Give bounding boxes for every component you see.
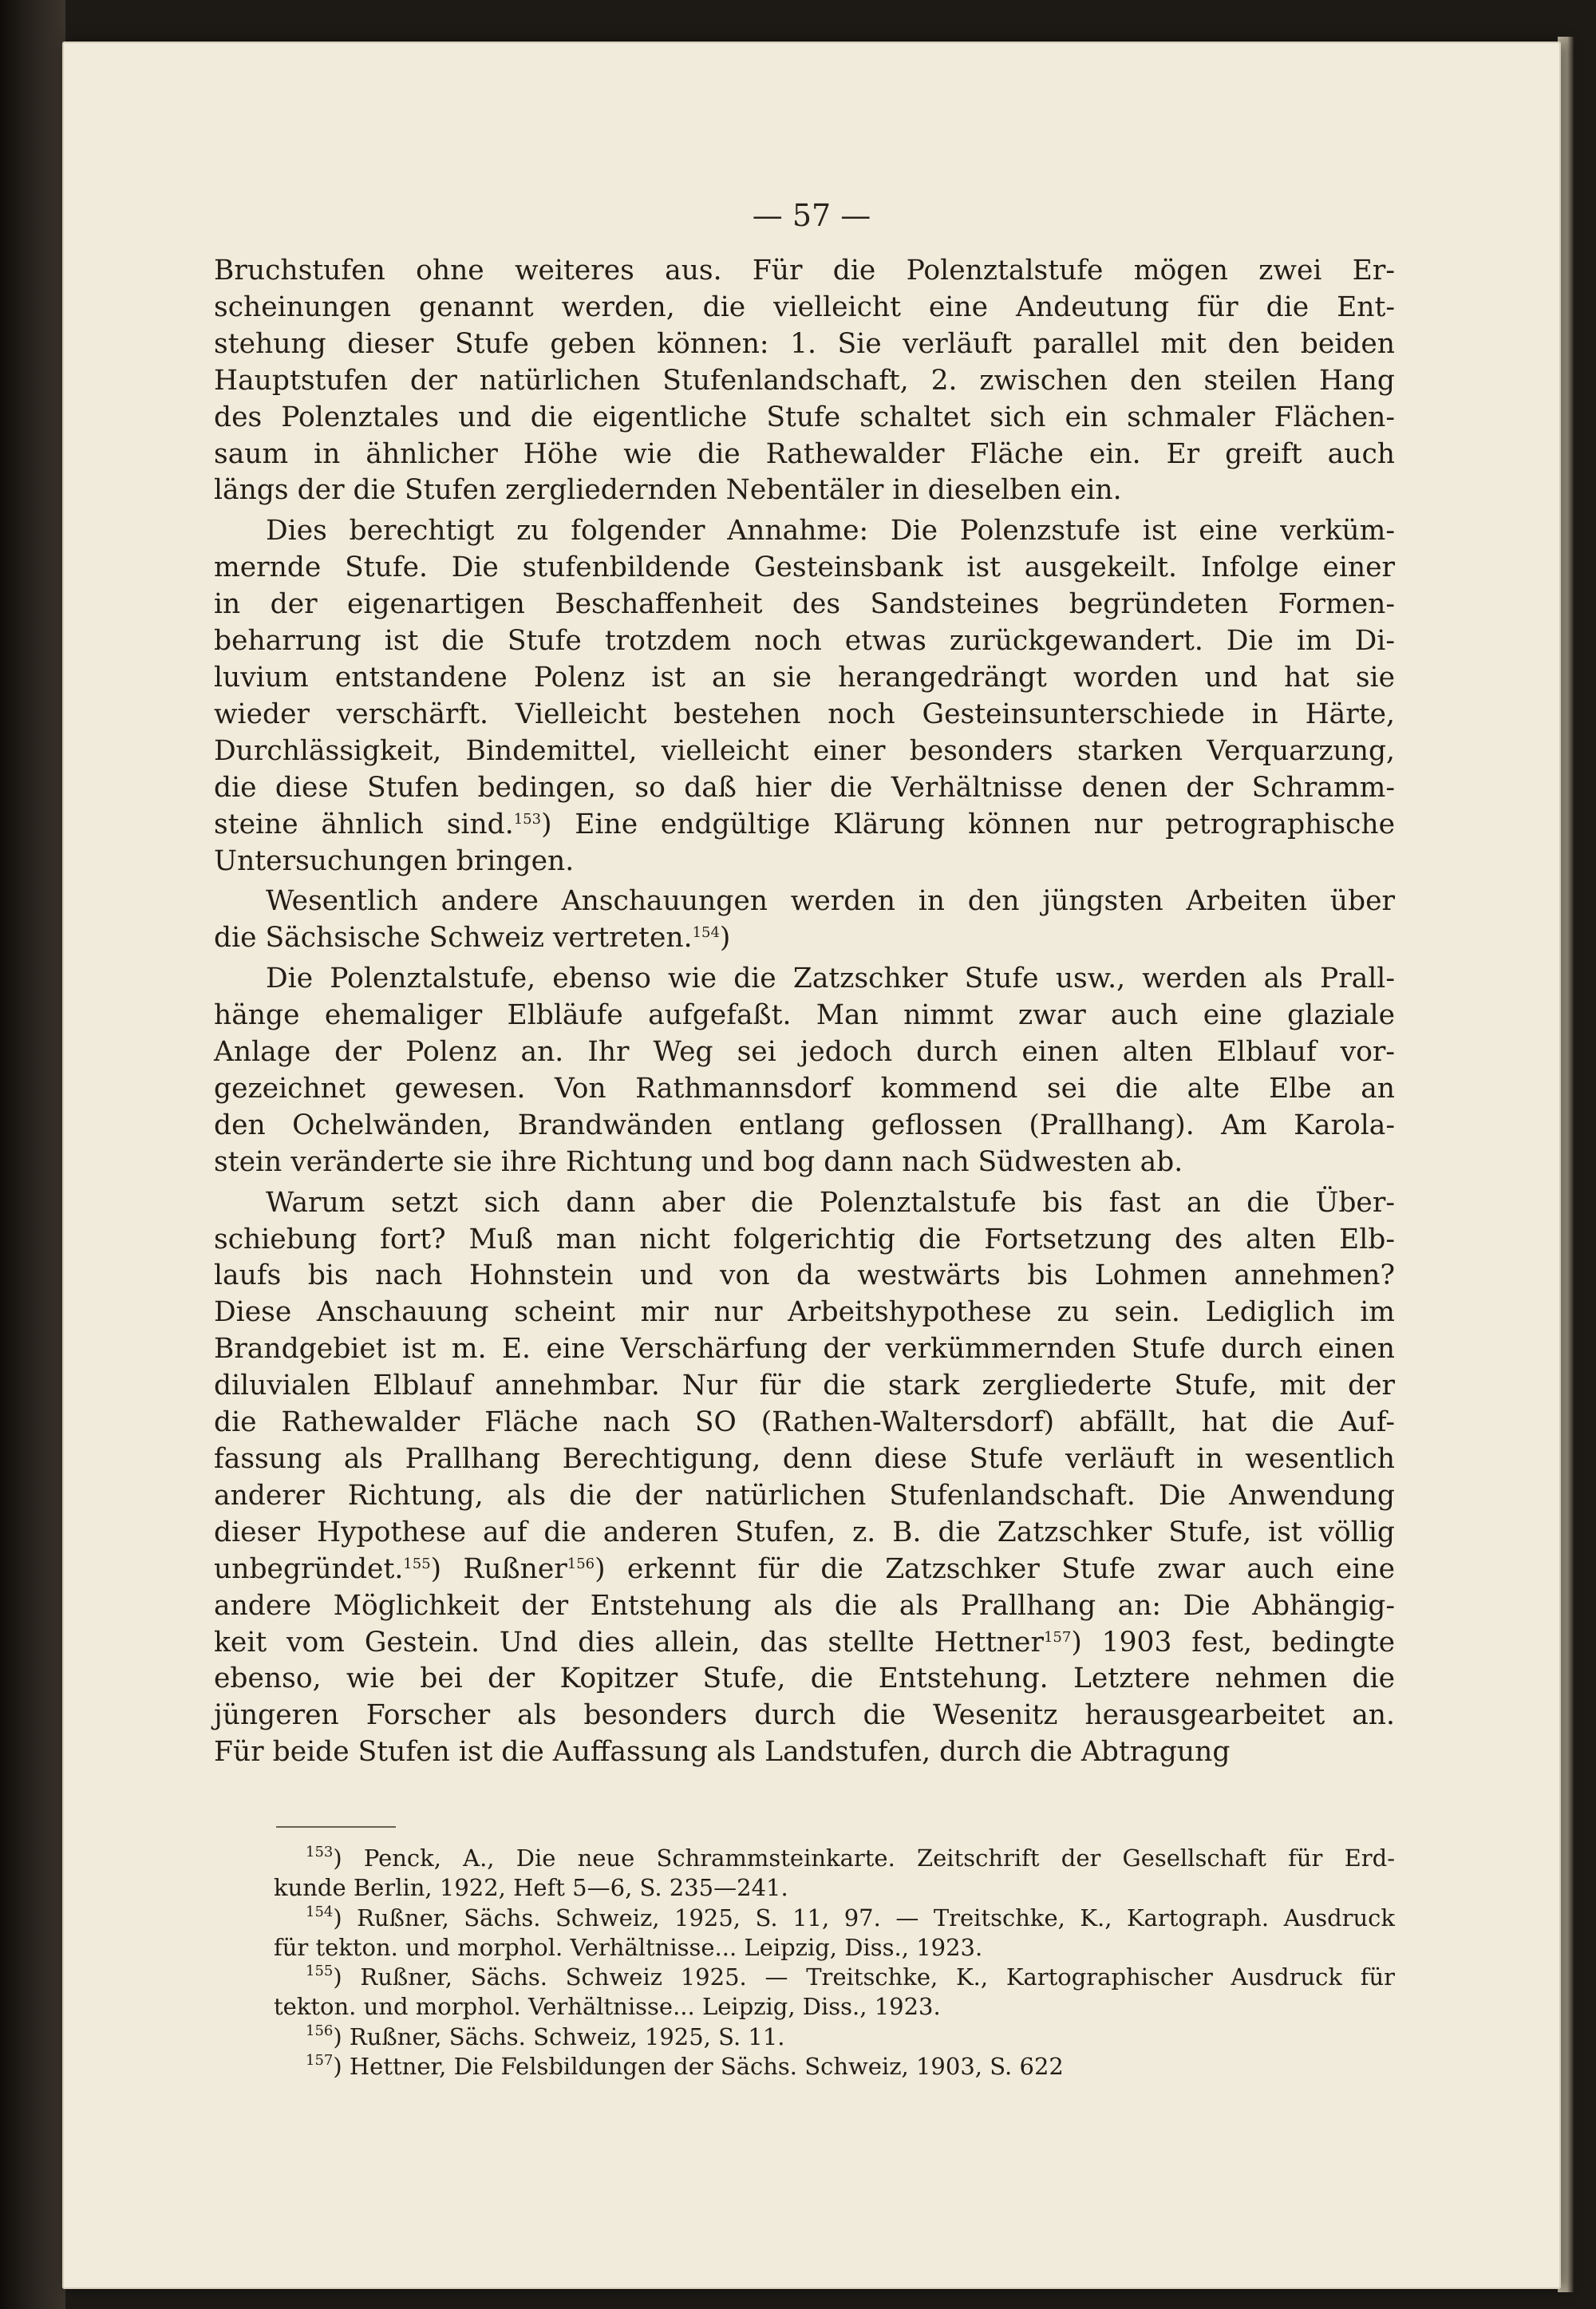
text-line: Brandgebiet ist m. E. eine Verschärfung der verkümmernden Stufe durch einen <box>214 1333 1395 1366</box>
text-segment: ) 1903 fest, bedingte <box>1071 1626 1396 1659</box>
text-line: Durchlässigkeit, Bindemittel, vielleicht einer besonders starken Verquarzung, <box>214 734 1395 767</box>
text-line: des Polenztales und die eigentliche Stufe schaltet sich ein schmaler Flächen- <box>214 401 1395 433</box>
text-line <box>214 807 1395 844</box>
text-line <box>214 1625 1395 1662</box>
text-segment: die Sächsische Schweiz vertreten. <box>214 922 693 955</box>
footnote-ref-153[interactable]: 153 <box>513 810 542 828</box>
footnote-ref-157[interactable]: 157 <box>1043 1628 1072 1646</box>
text-line: wieder verschärft. Vielleicht bestehen noch Gesteinsunterschiede in Härte, <box>214 698 1395 730</box>
text-line: hänge ehemaliger Elbläufe aufgefaßt. Man nimmt zwar auch eine glaziale <box>214 999 1395 1032</box>
footnote-line: für tekton. und morphol. Verhältnisse... Leipzig, Diss., 1923. <box>274 1933 983 1961</box>
text-line: Hauptstufen der natürlichen Stufenlandschaft, 2. zwischen den steilen Hang <box>214 364 1395 397</box>
text-segment: ) Rußner, Sächs. Schweiz, 1925, S. 11, 97. — Treitschke, K., Kartograph. Ausdruck <box>333 1904 1395 1931</box>
text-line: anderer Richtung, als die der natürlichen Stufenlandschaft. Die Anwendung <box>214 1479 1395 1512</box>
footnote-156 <box>274 2022 1395 2052</box>
text-line: schiebung fort? Muß man nicht folgerichtig die Fortsetzung des alten Elb- <box>214 1223 1395 1255</box>
text-line: den Ochelwänden, Brandwänden entlang geflossen (Prallhang). Am Karola- <box>214 1109 1395 1141</box>
footnote-number: 157 <box>306 2052 334 2070</box>
footnote-line: tekton. und morphol. Verhältnisse... Leipzig, Diss., 1923. <box>274 1993 941 2021</box>
page-number: — 57 — <box>752 198 871 233</box>
text-segment: ) erkennt für die Zatzschker Stufe zwar auch eine <box>595 1552 1396 1585</box>
text-line: Für beide Stufen ist die Auffassung als Landstufen, durch die Abtragung <box>214 1736 1231 1769</box>
text-segment: ) Hettner, Die Felsbildungen der Sächs. Schweiz, 1903, S. 622 <box>333 2053 1064 2081</box>
footnote-line: kunde Berlin, 1922, Heft 5—6, S. 235—241. <box>274 1874 788 1902</box>
text-line: Untersuchungen bringen. <box>214 844 575 877</box>
text-line: die diese Stufen bedingen, so daß hier die Verhältnisse denen der Schramm- <box>214 771 1395 804</box>
text-line: stehung dieser Stufe geben können: 1. Sie verläuft parallel mit den beiden <box>214 327 1395 360</box>
footnote-number: 156 <box>306 2022 334 2039</box>
paragraph-5 <box>214 1185 1395 1772</box>
text-line: stein veränderte sie ihre Richtung und bog dann nach Südwesten ab. <box>214 1145 1183 1178</box>
text-line: Anlage der Polenz an. Ihr Weg sei jedoch durch einen alten Elblauf vor- <box>214 1036 1395 1069</box>
text-line: laufs bis nach Hohnstein und von da westwärts bis Lohmen annehmen? <box>214 1259 1395 1292</box>
book-page <box>62 42 1561 2289</box>
text-line: Warum setzt sich dann aber die Polenztalstufe bis fast an die Über- <box>266 1186 1395 1219</box>
text-line: Dies berechtigt zu folgender Annahme: Die Polenzstufe ist eine verküm- <box>266 515 1395 548</box>
text-line: Wesentlich andere Anschauungen werden in den jüngsten Arbeiten über <box>266 885 1395 918</box>
footnote-number: 153 <box>306 1844 334 1860</box>
text-line: Bruchstufen ohne weiteres aus. Für die Polenztalstufe mögen zwei Er- <box>214 255 1395 287</box>
text-segment: unbegründet. <box>214 1552 404 1585</box>
footnote-155 <box>274 1963 1395 2022</box>
text-line: beharrung ist die Stufe trotzdem noch etwas zurückgewandert. Die im Di- <box>214 625 1395 658</box>
footnote-154 <box>274 1904 1395 1963</box>
text-line <box>214 1552 1395 1588</box>
scan-background-left <box>0 0 65 2309</box>
footnote-ref-155[interactable]: 155 <box>403 1555 431 1572</box>
text-line: längs der die Stufen zergliedernden Nebentäler in dieselben ein. <box>214 474 1122 507</box>
footnote-ref-154[interactable]: 154 <box>692 924 720 942</box>
text-segment: ) Rußner, Sächs. Schweiz 1925. — Treitschke, K., Kartographischer Ausdruck für <box>333 1963 1395 1991</box>
footnote-153 <box>274 1844 1395 1904</box>
text-segment: ) Rußner <box>430 1552 567 1585</box>
text-line: dieser Hypothese auf die anderen Stufen, z. B. die Zatzschker Stufe, ist völlig <box>214 1516 1395 1548</box>
text-line: scheinungen genannt werden, die vielleicht eine Andeutung für die Ent- <box>214 291 1395 323</box>
text-line <box>214 920 1395 957</box>
footnote-number: 155 <box>306 1963 334 1980</box>
paragraph-2 <box>214 513 1395 880</box>
text-segment: keit vom Gestein. Und dies allein, das stellte Hettner <box>214 1626 1044 1659</box>
text-segment: ) Penck, A., Die neue Schrammsteinkarte. Zeitschrift der Gesellschaft für Erd- <box>333 1844 1395 1872</box>
text-segment: ) Eine endgültige Klärung können nur petrographische <box>541 808 1395 840</box>
footnote-line <box>274 1904 1395 1933</box>
body-text <box>214 253 1395 1775</box>
footnotes <box>274 1844 1395 2082</box>
text-line: ebenso, wie bei der Kopitzer Stufe, die Entstehung. Letztere nehmen die <box>214 1663 1395 1695</box>
text-segment: ) <box>719 922 731 955</box>
text-line: mernde Stufe. Die stufenbildende Gesteinsbank ist ausgekeilt. Infolge einer <box>214 552 1395 584</box>
footnote-number: 154 <box>306 1903 334 1920</box>
text-line: Diese Anschauung scheint mir nur Arbeitshypothese zu sein. Lediglich im <box>214 1296 1395 1329</box>
text-line: luvium entstandene Polenz ist an sie herangedrängt worden und hat sie <box>214 661 1395 694</box>
text-line: diluvialen Elblauf annehmbar. Nur für die stark zergliederte Stufe, mit der <box>214 1370 1395 1402</box>
footnote-divider <box>276 1826 396 1828</box>
text-line: andere Möglichkeit der Entstehung als die als Prallhang an: Die Abhängig- <box>214 1589 1395 1622</box>
text-line: jüngeren Forscher als besonders durch die Wesenitz herausgearbeitet an. <box>214 1699 1395 1732</box>
footnote-157 <box>274 2052 1395 2082</box>
footnote-ref-156[interactable]: 156 <box>567 1555 595 1572</box>
paragraph-1 <box>214 253 1395 509</box>
footnote-line <box>274 2052 1395 2082</box>
text-line: saum in ähnlicher Höhe wie die Rathewalder Fläche ein. Er greift auch <box>214 437 1395 470</box>
footnote-line <box>274 2022 1395 2052</box>
text-line: fassung als Prallhang Berechtigung, denn diese Stufe verläuft in wesentlich <box>214 1443 1395 1475</box>
text-line: gezeichnet gewesen. Von Rathmannsdorf kommend sei die alte Elbe an <box>214 1072 1395 1105</box>
footnote-line <box>274 1963 1395 1992</box>
text-line: die Rathewalder Fläche nach SO (Rathen-Waltersdorf) abfällt, hat die Auf- <box>214 1406 1395 1439</box>
text-segment: ) Rußner, Sächs. Schweiz, 1925, S. 11. <box>333 2022 785 2050</box>
paragraph-3 <box>214 884 1395 957</box>
text-line: in der eigenartigen Beschaffenheit des Sandsteines begründeten Formen- <box>214 588 1395 621</box>
footnote-line <box>274 1844 1395 1873</box>
text-line: Die Polenztalstufe, ebenso wie die Zatzschker Stufe usw., werden als Prall- <box>266 963 1395 995</box>
paragraph-4 <box>214 961 1395 1180</box>
text-segment: steine ähnlich sind. <box>214 808 514 840</box>
